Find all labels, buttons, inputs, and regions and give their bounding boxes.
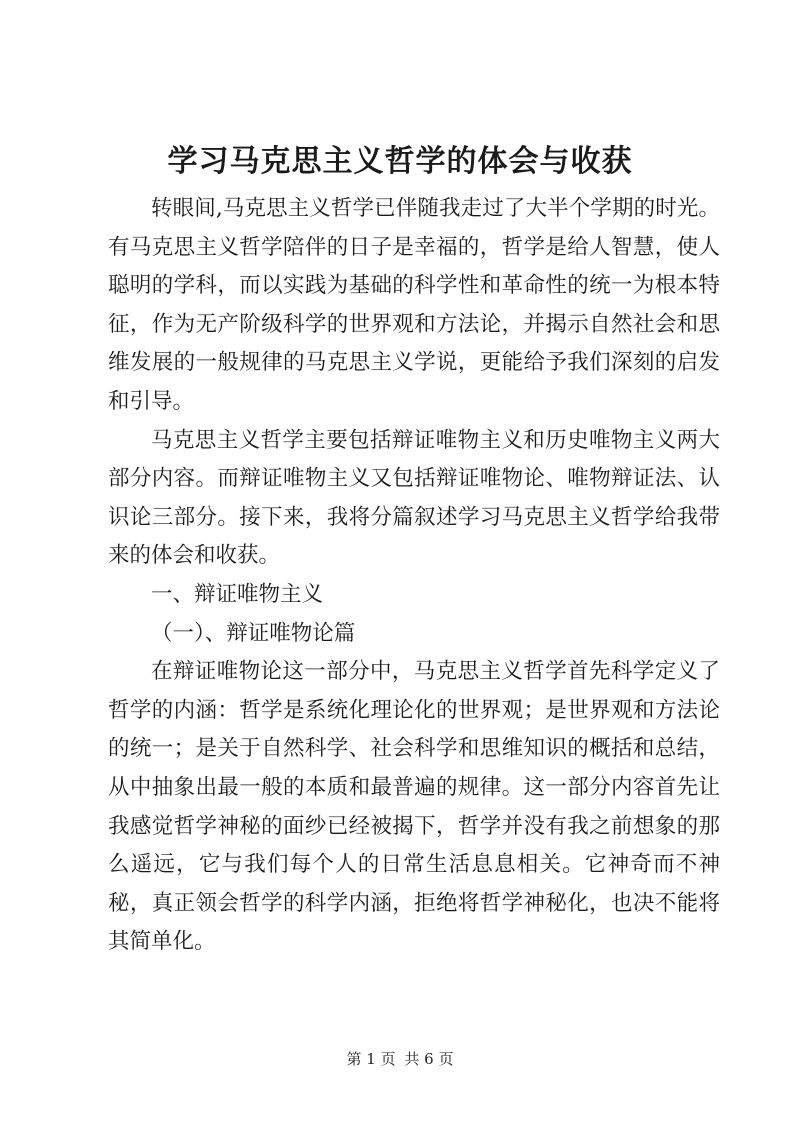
- subsection-heading: （一）、辩证唯物论篇: [151, 620, 356, 646]
- paragraph-3: 在辩证唯物论这一部分中，马克思主义哲学首先科学定义了哲学的内涵：哲学是系统化理论化的世界观；是世界观和方法论的统一；是关于自然科学、社会科学和思维知识的概括和总结，从中抽象出最一般的本质和最普遍的规律。这一部分内容首先让我感觉哲学神秘的面纱已经被揭下，哲学并没有我之前想象的那么遥远，它与我们每个人的日常生活息息相关。它神奇而不神秘，真正领会哲学的科学内涵，拒绝将哲学神秘化，也决不能将其简单化。: [108, 659, 720, 955]
- page-total: 共 6 页: [404, 1050, 454, 1068]
- paragraph-1: 转眼间,马克思主义哲学已伴随我走过了大半个学期的时光。有马克思主义哲学陪伴的日子是幸福的，哲学是给人智慧，使人聪明的学科，而以实践为基础的科学性和革命性的统一为根本特征，作为无产阶级科学的世界观和方法论，并揭示自然社会和思维发展的一般规律的马克思主义学说，更能给予我们深刻的启发和引导。: [108, 196, 720, 414]
- section-heading: 一、辩证唯物主义: [151, 581, 324, 607]
- paragraph-2: 马克思主义哲学主要包括辩证唯物主义和历史唯物主义两大部分内容。而辩证唯物主义又包括辩证唯物论、唯物辩证法、认识论三部分。接下来，我将分篇叙述学习马克思主义哲学给我带来的体会和收获。: [108, 427, 720, 569]
- page-number: 第 1 页: [346, 1050, 396, 1068]
- document-body: [108, 190, 720, 962]
- page-footer: [0, 1049, 800, 1069]
- document-title: 学习马克思主义哲学的体会与收获: [167, 144, 633, 179]
